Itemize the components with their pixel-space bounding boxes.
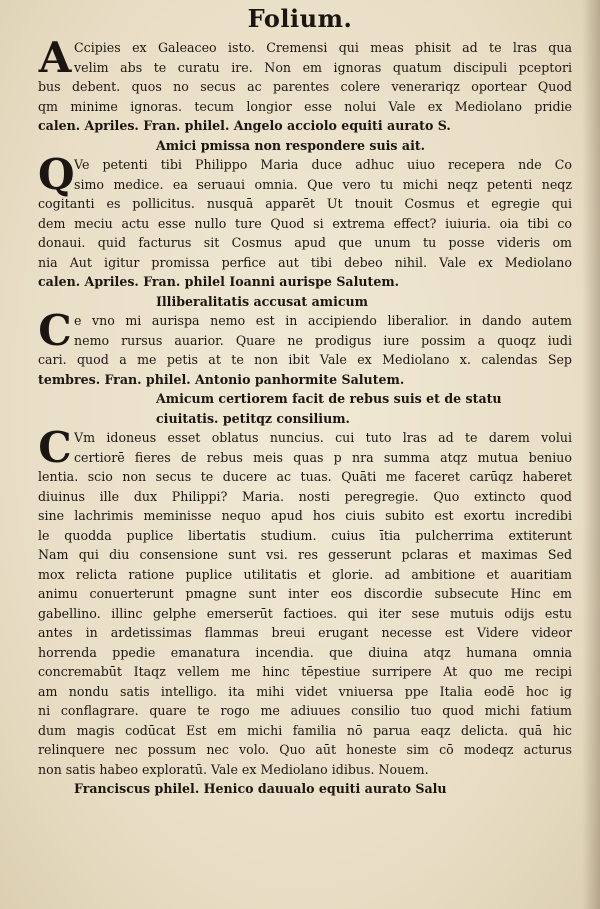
letter-heading: Illiberalitatis accusat amicum (156, 293, 369, 309)
text-body (38, 33, 572, 799)
salutation-line: tembres. Fran. philel. Antonio panhormite Salutem. (38, 371, 405, 387)
text-line: Ccipies ex Galeaceo isto. Cremensi qui meas phisit ad te lras qua (74, 40, 572, 55)
letter-heading: Amicum certiorem facit de rebus suis et de statu (156, 391, 502, 406)
text-line: mox relicta ratione puplice utilitatis et glorie. ad ambitione et auaritiam (38, 566, 572, 582)
text-line: non satis habeo exploratū. Vale ex Mediolano idibus. Nouem. (38, 761, 429, 777)
text-line: gabellino. illinc gelphe emerserūt factioes. qui iter sese mutuis odijs estu (38, 605, 572, 621)
page-spine-shadow (582, 0, 600, 909)
drop-initial: C (38, 306, 72, 355)
text-line: Vm idoneus esset oblatus nuncius. cui tuto lras ad te darem volui (74, 430, 572, 445)
text-line: velim abs te curatu ire. Non em ignoras quatum discipuli pceptori (74, 59, 572, 75)
text-line: cari. quod a me petis at te non ibit Vale ex Mediolano x. calendas Sep (38, 352, 572, 367)
text-line: lentia. scio non secus te ducere ac tuas. Quāti me faceret carūqz haberet (38, 469, 572, 484)
text-line: relinquere nec possum nec volo. Quo aūt honeste sim cō modeqz acturus (38, 742, 572, 757)
text-line: simo medice. ea seruaui omnia. Que vero tu michi neqz petenti neqz (74, 176, 572, 192)
text-line: sine lachrimis meminisse nequo apud hos ciuis subito est exortu incredibi (38, 508, 572, 523)
text-line: dem meciu actu esse nullo ture Quod si extrema effect? iuiuria. oia tibi co (38, 215, 572, 231)
letter-paragraph (38, 150, 572, 272)
text-line: nemo rursus auarior. Quare ne prodigus iure possim a quoqz iudi (74, 332, 572, 348)
text-line: bus debent. quos no secus ac parentes colere venerariqz oportear Quod (38, 79, 572, 94)
drop-initial: C (38, 423, 72, 472)
text-line: Nam qui diu consensione sunt vsi. res gesserunt pclaras et maximas Sed (38, 547, 572, 562)
folio-header: Folium. (247, 4, 353, 33)
text-line: am nondu satis intelligo. ita mihi videt vniuersa ppe Italia eodē hoc ig (38, 683, 572, 699)
salutation-line: Franciscus philel. Henico dauualo equiti aurato Salu (74, 781, 447, 796)
letter-heading: ciuitatis. petitqz consilium. (156, 410, 350, 426)
text-line: le quodda puplice libertatis studium. cuius ītia pulcherrima extiterunt (38, 527, 572, 543)
text-line: Ve petenti tibi Philippo Maria duce adhuc uiuo recepera nde Co (74, 157, 572, 172)
text-line: ni conflagrare. quare te rogo me adiuues consilio tuo quod michi fatium (38, 703, 572, 718)
text-line: donaui. quid facturus sit Cosmus apud que unum tu posse videris om (38, 235, 572, 250)
text-line: nia Aut igitur promissa perfice aut tibi debeo nihil. Vale ex Mediolano (38, 254, 572, 270)
drop-initial: A (38, 33, 72, 82)
text-line: diuinus ille dux Philippi? Maria. nosti peregregie. Quo extincto quod (38, 488, 572, 504)
letter-paragraph (38, 33, 572, 116)
text-line: cogitanti es pollicitus. nusquā apparēt Ut tnouit Cosmus et egregie qui (38, 196, 572, 211)
text-line: horrenda ppedie emanatura incendia. que diuina atqz humana omnia (38, 644, 572, 660)
text-line: e vno mi aurispa nemo est in accipiendo liberalior. in dando autem (74, 313, 572, 328)
text-line: certiorē fieres de rebus meis quas p nra summa atqz mutua beniuo (74, 449, 572, 465)
text-line: animu conuerterunt pmagne sunt inter eos discordie subsecute Hinc em (38, 586, 572, 601)
letter-paragraph (38, 306, 572, 370)
text-line: dum magis codūcat Est em michi familia nō parua eaqz delicta. quā hic (38, 722, 572, 738)
salutation-line: calen. Apriles. Fran. philel Ioanni aurispe Salutem. (38, 274, 400, 289)
text-line: concremabūt Itaqz vellem me hinc tēpestiue surripere At quo me recipi (38, 664, 572, 679)
text-line: qm minime ignoras. tecum longior esse nolui Vale ex Mediolano pridie (38, 98, 572, 114)
letter-heading: Amici pmissa non respondere suis ait. (156, 137, 426, 153)
drop-initial: Q (38, 150, 75, 199)
salutation-line: calen. Apriles. Fran. philel. Angelo acciolo equiti aurato S. (38, 118, 451, 133)
text-line: antes in ardetissimas flammas breui erugant necesse est Videre videor (38, 625, 572, 640)
letter-paragraph (38, 423, 572, 779)
